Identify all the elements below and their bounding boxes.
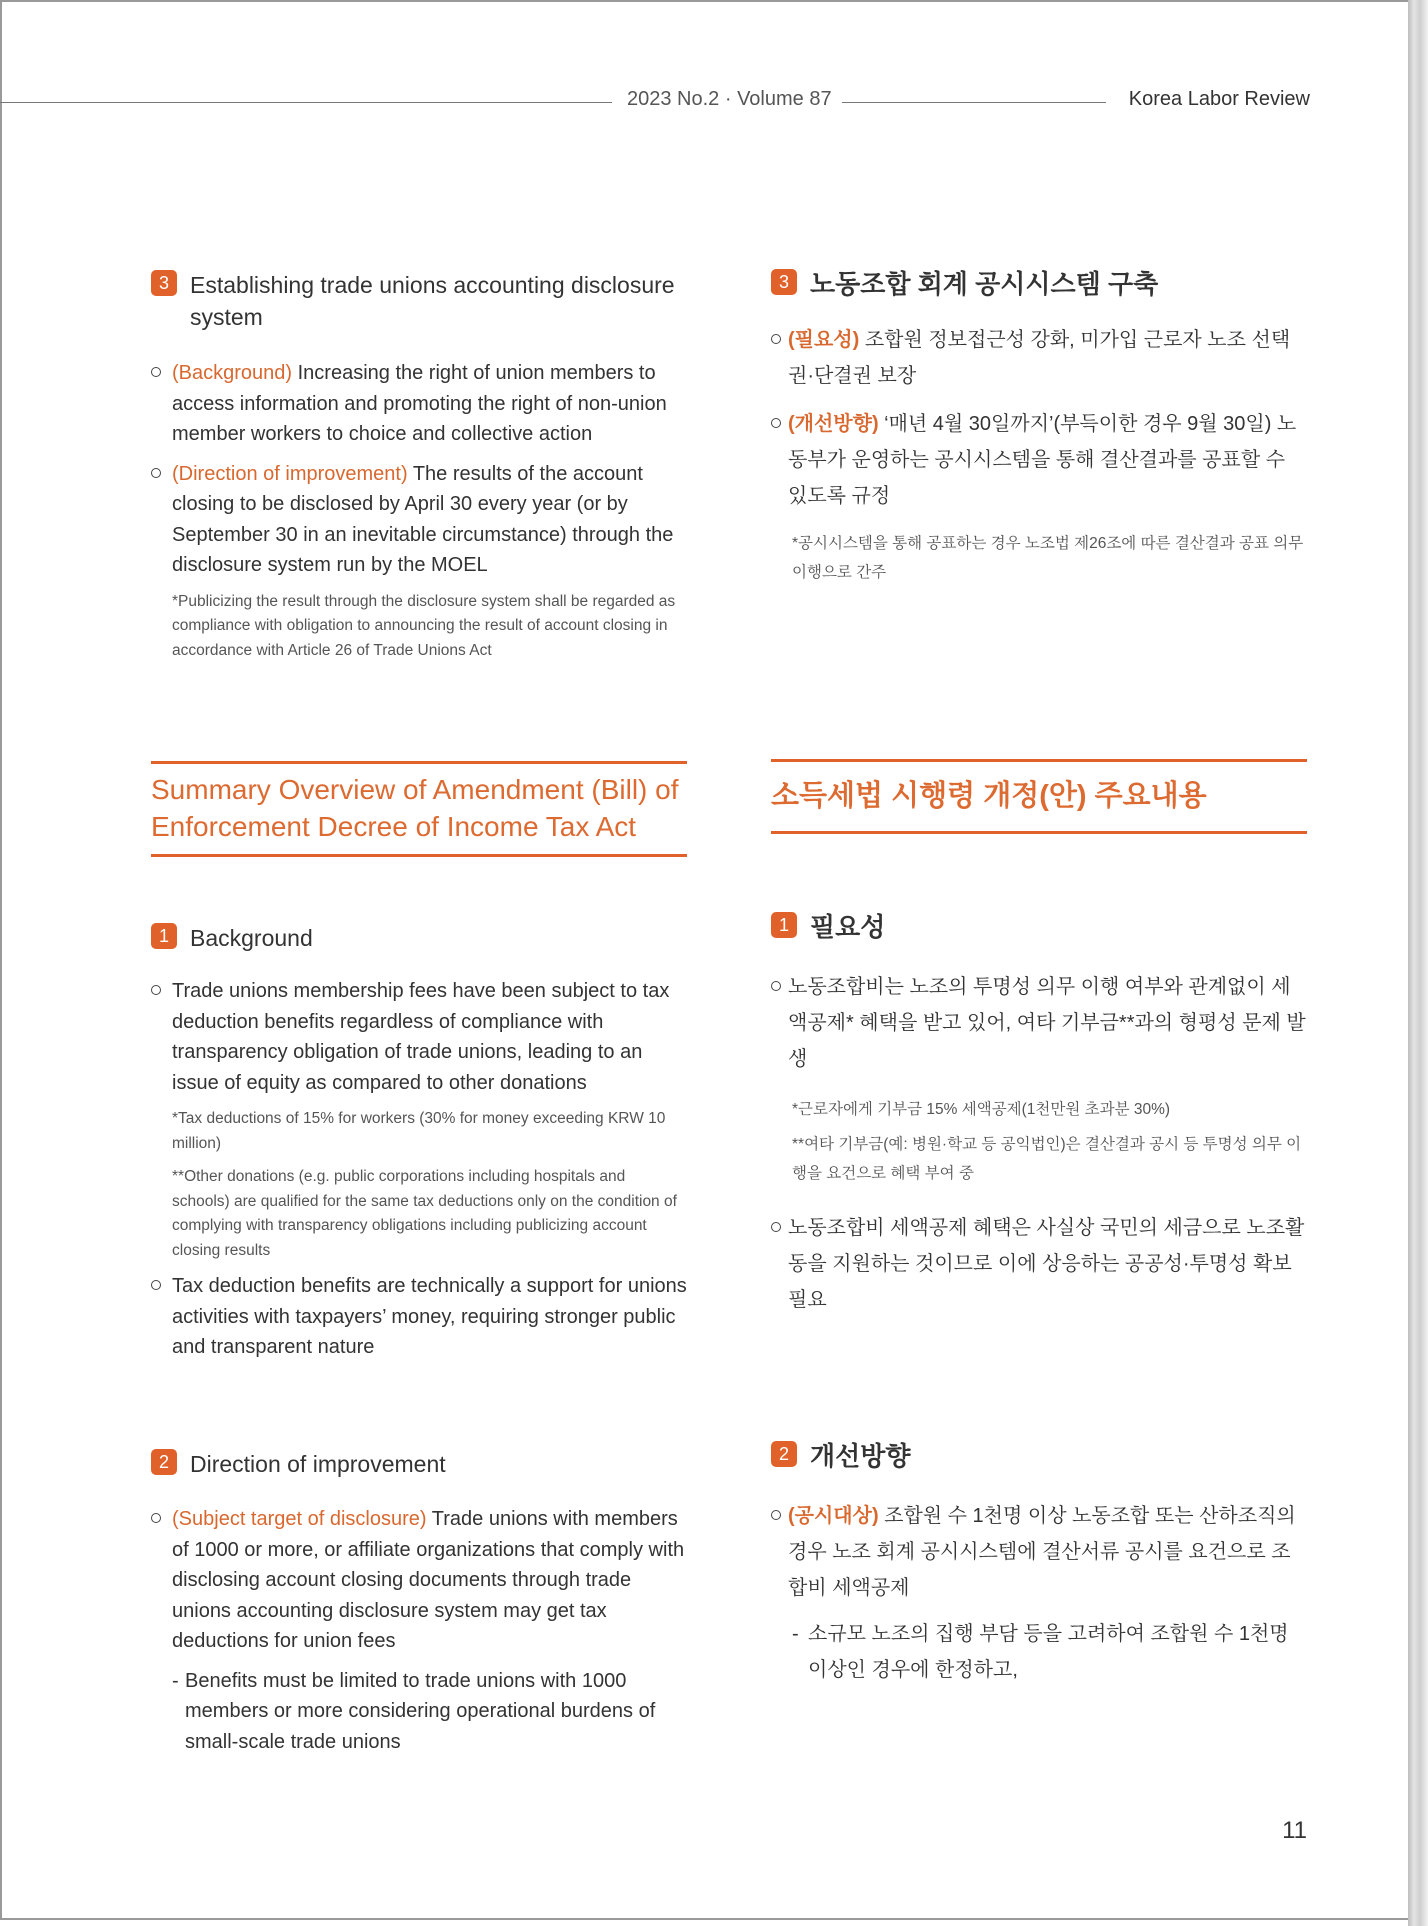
bullet-item xyxy=(151,358,687,450)
en-direction-section xyxy=(151,1448,687,1757)
circle-bullet-icon xyxy=(771,1510,781,1520)
bullet-text: ‘매년 4월 30일까지’(부득이한 경우 9월 30일) 노동부가 운영하는 공시시스템을 통해 결산결과를 공표할 수 있도록 규정 xyxy=(788,413,1297,507)
en-section-title: Summary Overview of Amendment (Bill) of Enforcement Decree of Income Tax Act xyxy=(151,761,687,857)
ko-subhead-2 xyxy=(771,1440,1307,1472)
circle-bullet-icon xyxy=(771,981,781,991)
number-badge: 2 xyxy=(771,1441,797,1467)
header-rule-left xyxy=(0,102,612,103)
en-accounting-disclosure-section xyxy=(151,269,687,663)
bullet-tag: (Direction of improvement) xyxy=(172,462,408,485)
dash-mark: - xyxy=(172,1669,179,1692)
bullet-text: 조합원 수 1천명 이상 노동조합 또는 산하조직의 경우 노조 회계 공시시스템에 결산서류 공시를 요건으로 조합비 세액공제 xyxy=(788,1505,1296,1599)
en-subhead-1 xyxy=(151,922,687,954)
subhead-title: Background xyxy=(190,925,313,951)
subhead-title: 개선방향 xyxy=(810,1441,911,1471)
subhead-title: Direction of improvement xyxy=(190,1451,446,1477)
page-number: 11 xyxy=(1282,1817,1307,1844)
header-journal: Korea Labor Review xyxy=(1128,88,1310,110)
bullet-text: The results of the account closing to be disclosed by April 30 every year (or by September 30 in an inevitable circumstance) through the disclosure system run by the MOEL xyxy=(172,462,674,576)
bullet-tag: (필요성) xyxy=(788,329,860,351)
circle-bullet-icon xyxy=(151,985,161,995)
footnote: **Other donations (e.g. public corporations including hospitals and schools) are qualified for the same tax deductions only on the condition of complying with transparency obligations including publicizing account closing results xyxy=(172,1168,677,1259)
ko-direction-section xyxy=(771,1440,1307,1688)
dash-item xyxy=(771,1616,1307,1688)
circle-bullet-icon xyxy=(771,418,781,428)
number-badge: 1 xyxy=(771,912,797,938)
circle-bullet-icon xyxy=(771,1222,781,1232)
footnote: **여타 기부금(예: 병원·학교 등 공익법인)은 결산결과 공시 등 투명성 의무 이행을 요건으로 혜택 부여 중 xyxy=(792,1136,1302,1182)
en-subhead-2 xyxy=(151,1448,687,1480)
subhead-title: 노동조합 회계 공시시스템 구축 xyxy=(810,269,1159,299)
bullet-text: Tax deduction benefits are technically a support for unions activities with taxpayers’ money, requiring stronger public and transparent nature xyxy=(172,1275,687,1358)
circle-bullet-icon xyxy=(151,1513,161,1523)
bullet-text: Trade unions membership fees have been subject to tax deduction benefits regardless of compliance with transparency obligation of trade unions, leading to an issue of equity as compared to other donations xyxy=(172,980,670,1094)
en-background-section xyxy=(151,922,687,1363)
bullet-item xyxy=(151,459,687,581)
bullet-item xyxy=(151,976,687,1098)
circle-bullet-icon xyxy=(151,367,161,377)
bullet-tag: (공시대상) xyxy=(788,1505,879,1527)
number-badge: 3 xyxy=(771,269,797,295)
circle-bullet-icon xyxy=(771,334,781,344)
footnote: *공시시스템을 통해 공표하는 경우 노조법 제26조에 따른 결산결과 공표 의무 이행으로 간주 xyxy=(792,535,1304,581)
dash-item xyxy=(151,1666,687,1758)
ko-necessity-section xyxy=(771,911,1307,1318)
bullet-tag: (개선방향) xyxy=(788,413,879,435)
bullet-tag: (Background) xyxy=(172,362,293,384)
bullet-item xyxy=(771,406,1307,514)
bullet-item xyxy=(771,322,1307,394)
bullet-text: Increasing the right of union members to access information and promoting the right of non-union member workers to choice and collective action xyxy=(172,362,667,445)
bullet-text: 조합원 정보접근성 강화, 미가입 근로자 노조 선택권·단결권 보장 xyxy=(788,329,1291,387)
bullet-text: 노동조합비 세액공제 혜택은 사실상 국민의 세금으로 노조활동을 지원하는 것이므로 이에 상응하는 공공성·투명성 확보 필요 xyxy=(788,1217,1305,1311)
subhead-title: 필요성 xyxy=(810,912,886,942)
circle-bullet-icon xyxy=(151,468,161,478)
number-badge: 2 xyxy=(151,1449,177,1475)
circle-bullet-icon xyxy=(151,1280,161,1290)
bullet-text: Trade unions with members of 1000 or more, or affiliate organizations that comply with disclosing account closing documents through trade unions accounting disclosure system may get tax deductions for union fees xyxy=(172,1508,685,1652)
number-badge: 1 xyxy=(151,923,177,949)
header-rule-right xyxy=(842,102,1106,103)
ko-subhead-1 xyxy=(771,911,1307,943)
dash-text: Benefits must be limited to trade unions with 1000 members or more considering operational burdens of small-scale trade unions xyxy=(185,1669,656,1753)
bullet-item xyxy=(151,1504,687,1657)
running-header xyxy=(0,88,1310,118)
ko-accounting-disclosure-section xyxy=(771,268,1307,587)
footnote: *Publicizing the result through the disclosure system shall be regarded as compliance with obligation to announcing the result of account closing in accordance with Article 26 of Trade Unions Act xyxy=(172,592,676,659)
bullet-item xyxy=(771,969,1307,1077)
bullet-tag: (Subject target of disclosure) xyxy=(172,1508,427,1530)
en-subhead-3 xyxy=(151,269,687,333)
bullet-text: 노동조합비는 노조의 투명성 의무 이행 여부와 관계없이 세액공제* 혜택을 받고 있어, 여타 기부금**과의 형평성 문제 발생 xyxy=(788,976,1306,1070)
footnote: *Tax deductions of 15% for workers (30% for money exceeding KRW 10 million) xyxy=(172,1110,666,1152)
dash-text: 소규모 노조의 집행 부담 등을 고려하여 조합원 수 1천명 이상인 경우에 한정하고, xyxy=(808,1623,1289,1681)
page-edge-shadow xyxy=(1408,0,1428,1926)
bullet-item xyxy=(151,1271,687,1363)
dash-mark: - xyxy=(792,1623,799,1645)
number-badge: 3 xyxy=(151,270,177,296)
ko-subhead-3 xyxy=(771,268,1307,300)
header-issue: 2023 No.2 · Volume 87 xyxy=(627,88,832,110)
footnote: *근로자에게 기부금 15% 세액공제(1천만원 초과분 30%) xyxy=(792,1101,1171,1118)
bullet-item xyxy=(771,1210,1307,1318)
subhead-title: Establishing trade unions accounting disclosure system xyxy=(190,272,675,330)
bullet-item xyxy=(771,1498,1307,1606)
ko-section-title: 소득세법 시행령 개정(안) 주요내용 xyxy=(771,759,1307,834)
